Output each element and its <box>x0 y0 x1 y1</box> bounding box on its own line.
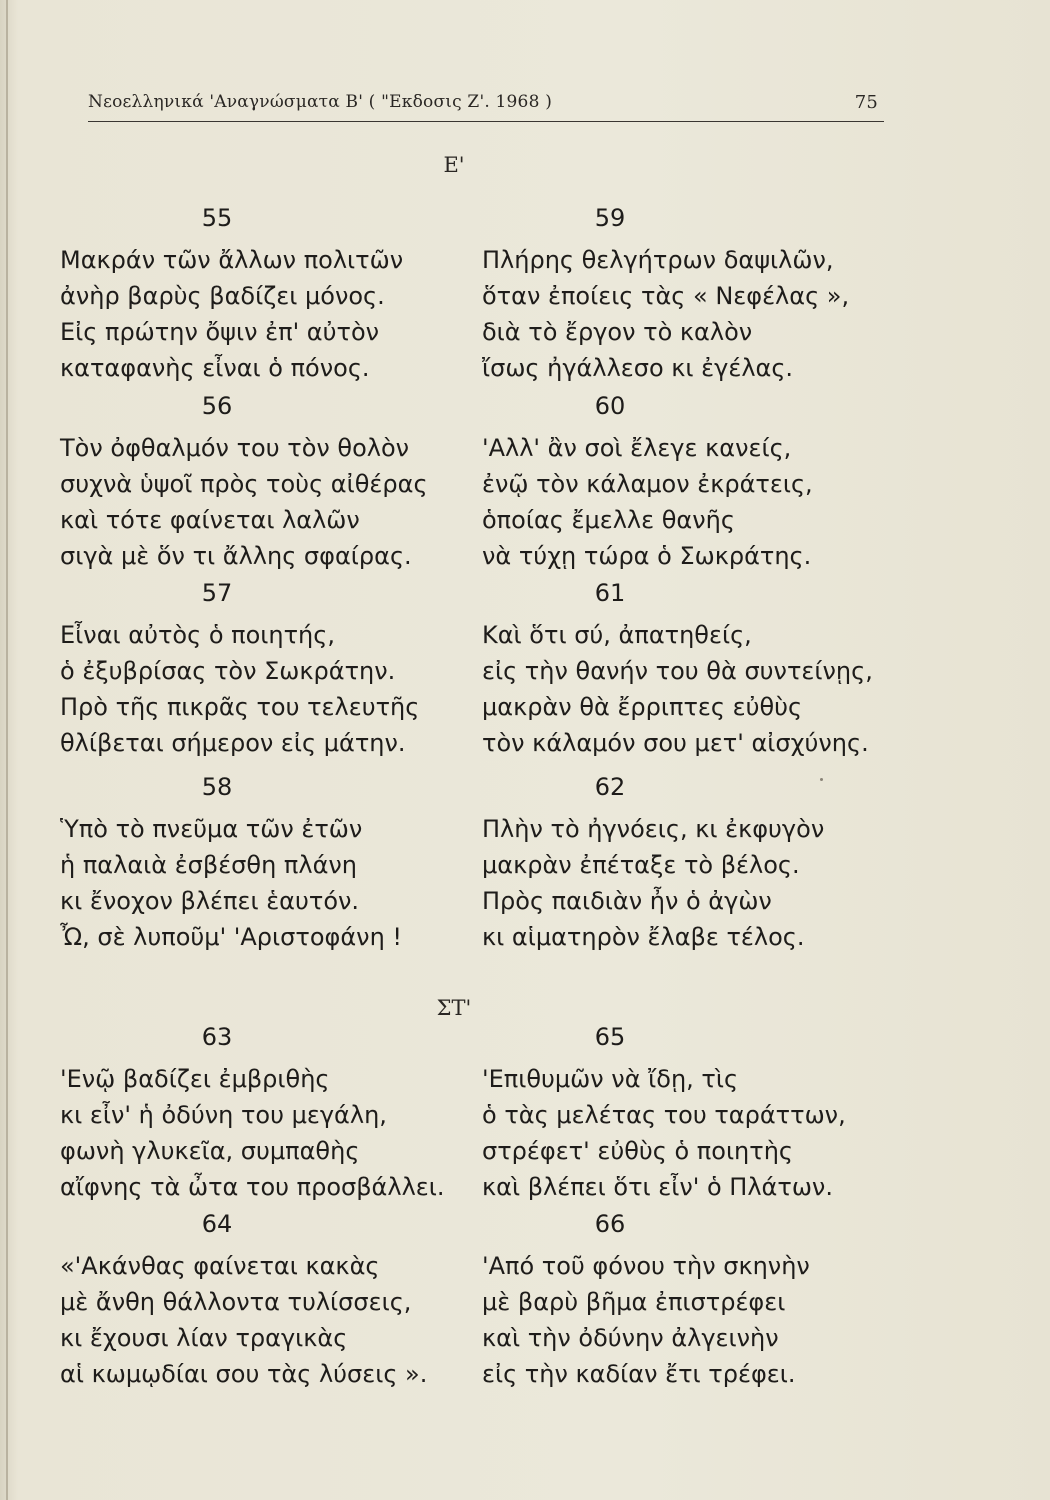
verse-line: εἰς τὴν θανήν του θὰ συντείνῃς, <box>482 657 873 685</box>
verse-line: 'Από τοῦ φόνου τὴν σκηνὴν <box>482 1252 810 1280</box>
stanza-number: 65 <box>594 1023 626 1051</box>
stanza-number: 63 <box>201 1023 233 1051</box>
verse-line: μακρὰν ἐπέταξε τὸ βέλος. <box>482 851 800 879</box>
verse-line: 'Επιθυμῶν νὰ ἴδῃ, τὶς <box>482 1065 739 1093</box>
verse-line: στρέφετ' εὐθὺς ὁ ποιητὴς <box>482 1137 794 1165</box>
verse-line: μὲ ἄνθη θάλλοντα τυλίσσεις, <box>60 1288 412 1316</box>
verse-line: συχνὰ ὑψοῖ πρὸς τοὺς αἰθέρας <box>60 470 428 498</box>
verse-line: «'Ακάνθας φαίνεται κακὰς <box>60 1252 380 1280</box>
stanza-number: 59 <box>594 204 626 232</box>
verse-line: Πλὴν τὸ ἠγνόεις, κι ἐκφυγὸν <box>482 815 825 843</box>
section-mark-e: Ε' <box>443 153 465 177</box>
section-mark-st: ΣΤ' <box>436 996 472 1020</box>
verse-line: Εἶναι αὐτὸς ὁ ποιητής, <box>60 621 335 649</box>
stanza-number: 64 <box>201 1210 233 1238</box>
header-rule <box>88 121 884 122</box>
paper-speck <box>820 778 823 781</box>
verse-line: κι ἔχουσι λίαν τραγικὰς <box>60 1324 348 1352</box>
stanza-number: 62 <box>594 773 626 801</box>
verse-line: κι εἶν' ἡ ὀδύνη του μεγάλη, <box>60 1101 387 1129</box>
verse-line: καὶ βλέπει ὅτι εἶν' ὁ Πλάτων. <box>482 1173 833 1201</box>
verse-line: Εἰς πρώτην ὄψιν ἐπ' αὐτὸν <box>60 318 380 346</box>
verse-line: Μακράν τῶν ἄλλων πολιτῶν <box>60 246 404 274</box>
verse-line: καὶ τὴν ὀδύνην ἀλγεινὴν <box>482 1324 779 1352</box>
stanza-number: 66 <box>594 1210 626 1238</box>
verse-line: Ὑπὸ τὸ πνεῦμα τῶν ἐτῶν <box>60 815 363 843</box>
verse-line: διὰ τὸ ἔργον τὸ καλὸν <box>482 318 753 346</box>
running-head-title: Νεοελληνικά 'Αναγνώσματα Β' ( "Εκδοσις Ζ'. 1968 ) <box>88 92 553 112</box>
verse-line: καταφανὴς εἶναι ὁ πόνος. <box>60 354 370 382</box>
verse-line: Πρὸς παιδιὰν ἦν ὁ ἀγὼν <box>482 887 772 915</box>
verse-line: μακρὰν θὰ ἔρριπτες εὐθὺς <box>482 693 803 721</box>
verse-line: μὲ βαρὺ βῆμα ἐπιστρέφει <box>482 1288 786 1316</box>
page-number: 75 <box>854 92 878 113</box>
verse-line: Ὦ, σὲ λυποῦμ' 'Αριστοφάνη ! <box>60 923 403 951</box>
stanza-number: 58 <box>201 773 233 801</box>
verse-line: ἴσως ἠγάλλεσο κι ἐγέλας. <box>482 354 794 382</box>
verse-line: ὁ ἐξυβρίσας τὸν Σωκράτην. <box>60 657 396 685</box>
verse-line: αἴφνης τὰ ὦτα του προσβάλλει. <box>60 1173 445 1201</box>
stanza-number: 61 <box>594 579 626 607</box>
stanza-number: 55 <box>201 204 233 232</box>
verse-line: ἡ παλαιὰ ἐσβέσθη πλάνη <box>60 851 357 879</box>
verse-line: ὁ τὰς μελέτας του ταράττων, <box>482 1101 846 1129</box>
verse-line: αἱ κωμῳδίαι σου τὰς λύσεις ». <box>60 1360 428 1388</box>
running-head <box>88 92 884 116</box>
verse-line: εἰς τὴν καδίαν ἔτι τρέφει. <box>482 1360 796 1388</box>
verse-line: ἐνῷ τὸν κάλαμον ἐκράτεις, <box>482 470 813 498</box>
verse-line: κι αἱματηρὸν ἔλαβε τέλος. <box>482 923 805 951</box>
stanza-number: 60 <box>594 392 626 420</box>
verse-line: ὁποίας ἔμελλε θανῆς <box>482 506 735 534</box>
verse-line: Καὶ ὅτι σύ, ἀπατηθείς, <box>482 621 752 649</box>
verse-line: ἀνὴρ βαρὺς βαδίζει μόνος. <box>60 282 385 310</box>
verse-line: θλίβεται σήμερον εἰς μάτην. <box>60 729 406 757</box>
verse-line: 'Αλλ' ἂν σοὶ ἔλεγε κανείς, <box>482 434 792 462</box>
verse-line: 'Ενῷ βαδίζει ἐμβριθὴς <box>60 1065 330 1093</box>
stanza-number: 56 <box>201 392 233 420</box>
stanza-number: 57 <box>201 579 233 607</box>
verse-line: Τὸν ὀφθαλμόν του τὸν θολὸν <box>60 434 410 462</box>
verse-line: Πρὸ τῆς πικρᾶς του τελευτῆς <box>60 693 420 721</box>
verse-line: Πλήρης θελγήτρων δαψιλῶν, <box>482 246 834 274</box>
verse-line: καὶ τότε φαίνεται λαλῶν <box>60 506 360 534</box>
verse-line: νὰ τύχῃ τώρα ὁ Σωκράτης. <box>482 542 812 570</box>
page-spine-edge <box>6 0 8 1500</box>
verse-line: σιγὰ μὲ ὅν τι ἄλλης σφαίρας. <box>60 542 412 570</box>
verse-line: φωνὴ γλυκεῖα, συμπαθὴς <box>60 1137 360 1165</box>
verse-line: τὸν κάλαμόν σου μετ' αἰσχύνης. <box>482 729 869 757</box>
verse-line: ὅταν ἐποίεις τὰς « Νεφέλας », <box>482 282 850 310</box>
verse-line: κι ἔνοχον βλέπει ἑαυτόν. <box>60 887 360 915</box>
